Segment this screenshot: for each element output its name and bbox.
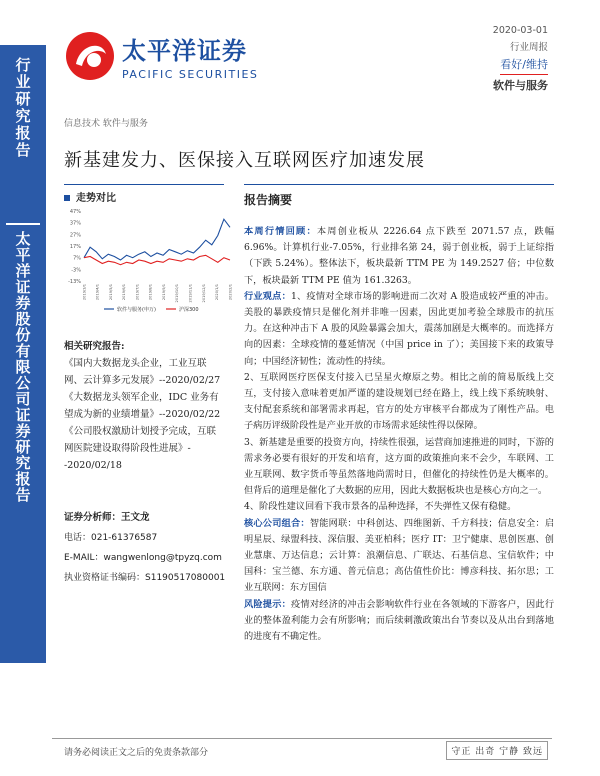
- x-tick-label: 2019/6/1: [122, 284, 127, 301]
- y-tick-label: -3%: [71, 267, 81, 274]
- summary-paragraph: 3、新基建是重要的投资方向，持续性很强，运营商加速推进的同时，下游的需求务必要有很好的开发和培育，这方面的政策推向来不会少，车联网、工业互联网、数字货币等虽然落地尚需时日，但催化的持续性仍是大概率的。但背后的道理是催化了大数据的应用，因此大数据板块也是核心方向之一。: [244, 436, 554, 497]
- analyst-heading: 证券分析师：王文龙: [64, 512, 150, 523]
- summary-paragraph: [244, 224, 554, 289]
- related-item[interactable]: 《公司股权激励计划授予完成，互联网医院建设取得阶段性进展》--2020/02/18: [64, 426, 217, 471]
- para-text: 1、疫情对全球市场的影响进而二次对 A 股造成较严重的冲击。美股的暴跌疫情只是催化剂并非唯一因素，因此更加考验全球股市的抗压力。在这种冲击下 A 股的风险暴露会加大，震荡加剧是大概率的。而选择方向的因素：全球疫情的蔓延情况（中国 price in 了）；美国接下来的政策导向；中国经济韧性；流动性的持续。: [244, 290, 554, 367]
- logo-text: [122, 31, 258, 81]
- y-tick-label: 17%: [69, 244, 81, 250]
- x-tick-label: 2019/4/1: [95, 284, 100, 301]
- summary-paragraph: [244, 289, 554, 370]
- analyst-cert: 执业资格证书编码：S1190517080001: [64, 573, 226, 583]
- company-logo: [64, 30, 258, 82]
- summary-paragraph: [244, 516, 554, 597]
- sidebar-bottom: [0, 231, 46, 503]
- y-tick-label: 27%: [69, 232, 81, 239]
- footer-disclaimer[interactable]: 请务必阅读正文之后的免责条款部分: [64, 748, 209, 758]
- trend-chart: [60, 205, 234, 317]
- logo-swirl-icon: [64, 30, 116, 82]
- analyst-info: [64, 508, 234, 588]
- x-tick-label: 2019/12/1: [201, 284, 206, 303]
- para-label: 本周行情回顾：: [244, 226, 317, 237]
- logo-cn: 太平洋证券: [122, 37, 247, 65]
- x-tick-label: 2019/5/1: [108, 284, 113, 301]
- y-tick-label: 47%: [69, 209, 81, 215]
- sector-label: 软件与服务: [493, 79, 548, 92]
- series-line: [84, 219, 230, 260]
- related-heading: 相关研究报告:: [64, 341, 125, 352]
- square-bullet-icon: [64, 195, 70, 201]
- x-tick-label: 2020/2/1: [228, 284, 233, 301]
- analyst-email[interactable]: E-MAIL：wangwenlong@tpyzq.com: [64, 553, 222, 563]
- footer-motto: 守正 出奇 宁静 致远: [446, 741, 548, 760]
- summary-paragraph: 2、互联网医疗医保支付接入已呈星火燎原之势。相比之前的简易版线上交互，支付接入意味着更加严谨的建设规划已经在路上，线上线下系统映射、支付配套系统和部署需求再起，官方的处方审核平台都成为了刚性产品。电子病历评级阶段性是产业开放的市场需求延续性得以保障。: [244, 371, 554, 432]
- sidebar-divider: [6, 223, 40, 225]
- x-tick-label: 2020/1/1: [215, 284, 220, 301]
- logo-en: PACIFIC SECURITIES: [122, 68, 259, 81]
- legend-label: 软件与服务(申万): [117, 307, 156, 313]
- report-meta: [493, 22, 548, 94]
- trend-heading-text: 走势对比: [76, 193, 116, 204]
- y-tick-label: 7%: [73, 255, 81, 262]
- x-tick-label: 2019/11/1: [188, 284, 193, 303]
- y-tick-label: 37%: [69, 220, 81, 227]
- related-item[interactable]: 《国内大数据龙头企业，工业互联网、云计算多元发展》--2020/02/27: [64, 358, 221, 386]
- x-tick-label: 2019/3/1: [82, 284, 87, 301]
- summary-paragraph: 4、阶段性建议回看下我市景各的品种选择，不失弹性又保有稳健。: [244, 501, 517, 513]
- trend-heading: [64, 184, 224, 204]
- report-type: 行业周报: [509, 42, 548, 53]
- sidebar-top: [0, 45, 46, 163]
- para-text: 智能网联：中科创达、四维图新、千方科技；信息安全：启明星辰、绿盟科技、深信服、美亚柏科；医疗 IT：卫宁健康、思创医惠、创业慧康、万达信息；云计算：浪潮信息、广联达、石基信息、宝信软件；中国科：宝兰德、东方通、普元信息；高估值性价比：博彦科技、拓尔思；工业互联网：东方国信: [244, 517, 555, 594]
- para-label: 行业观点：: [244, 290, 291, 302]
- breadcrumb: 信息技术 软件与服务: [64, 119, 148, 129]
- y-tick-label: -13%: [68, 279, 81, 285]
- page-title: 新基建发力、医保接入互联网医疗加速发展: [64, 150, 425, 171]
- x-tick-label: 2019/8/1: [148, 284, 153, 301]
- para-text: 本周创业板从 2226.64 点下跌至 2071.57 点，跌幅 6.96%。计算机行业-7.05%，行业排名第 24，弱于创业板，弱于上证综指（下跌 5.24%）。整体法下，板块最新 TTM PE 为 149.2527 倍；中位数下，板块最新 TTM PE 值为 161.3263。: [244, 226, 555, 286]
- summary-paragraph: [244, 597, 554, 646]
- rating-badge: 看好/维持: [500, 56, 548, 75]
- x-tick-label: 2019/10/1: [175, 284, 180, 303]
- legend-label: 沪深300: [179, 307, 199, 313]
- para-label: 风险提示：: [244, 598, 292, 610]
- para-text: 疫情对经济的冲击会影响软件行业在各领域的下游客户，因此行业的整体盈利能力会有所影响；而后续刺激政策出台节奏以及从出台到落地的进度有不确定性。: [244, 598, 555, 643]
- x-tick-label: 2019/7/1: [135, 284, 140, 301]
- x-tick-label: 2019/9/1: [161, 284, 166, 301]
- analyst-phone: 电话：021-61376587: [64, 533, 158, 543]
- footer-divider: [52, 738, 552, 739]
- report-date: 2020-03-01: [492, 25, 548, 36]
- sidebar-bottom-label: 太平洋证券股份有限公司证券研究报告: [13, 231, 32, 503]
- summary-heading: 报告摘要: [244, 184, 554, 208]
- sidebar-top-label: 行业研究报告: [13, 57, 32, 159]
- related-item[interactable]: 《大数据龙头领军企业，IDC 业务有望成为新的业绩增量》--2020/02/22: [64, 392, 221, 420]
- sidebar: [0, 45, 46, 663]
- para-label: 核心公司组合：: [244, 517, 310, 529]
- related-reports: [64, 338, 224, 474]
- report-summary: [244, 224, 554, 645]
